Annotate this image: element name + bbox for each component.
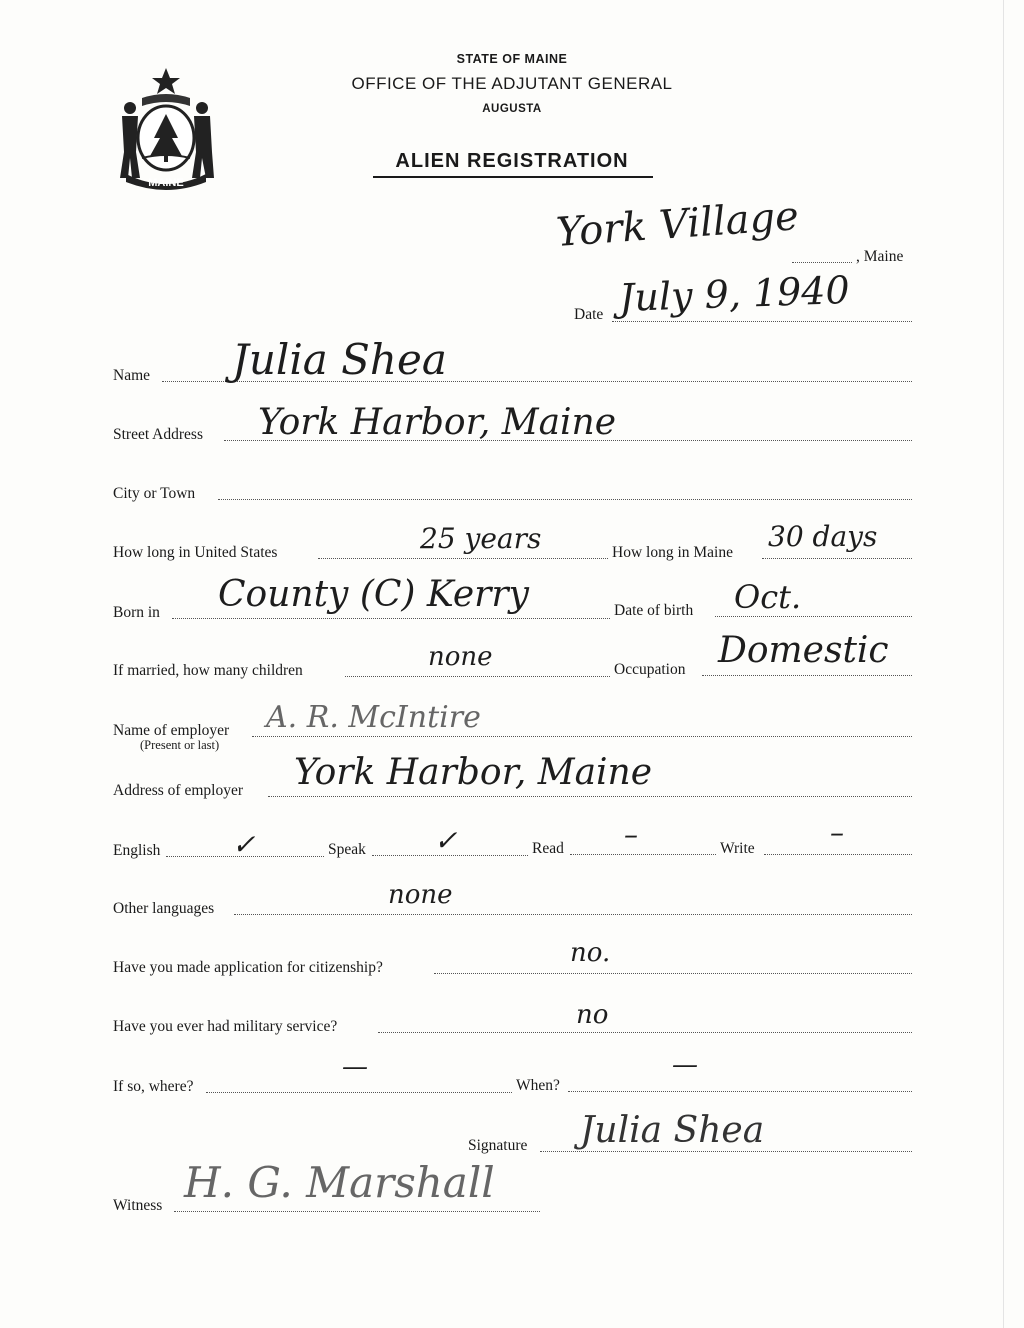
read-dots bbox=[570, 854, 716, 855]
header-state: STATE OF MAINE bbox=[456, 52, 568, 66]
how-long-us-label: How long in United States bbox=[113, 544, 278, 561]
write-value: – bbox=[830, 816, 844, 849]
occupation-dots bbox=[702, 675, 912, 676]
read-value: – bbox=[624, 818, 638, 851]
witness-value: H. G. Marshall bbox=[184, 1158, 495, 1207]
other-languages-label: Other languages bbox=[113, 900, 215, 917]
employer-name-value: A. R. McIntire bbox=[266, 700, 481, 735]
how-long-us-dots bbox=[318, 558, 608, 559]
how-long-maine-dots bbox=[762, 558, 912, 559]
date-of-birth-value: Oct. bbox=[734, 578, 802, 616]
employer-name-dots bbox=[252, 736, 912, 737]
when-value: — bbox=[672, 1050, 698, 1080]
military-label: Have you ever had military service? bbox=[113, 1018, 338, 1035]
occupation-label: Occupation bbox=[614, 661, 686, 678]
military-dots bbox=[378, 1032, 912, 1033]
seal-text: MAINE bbox=[148, 177, 184, 189]
employer-name-label: Name of employer bbox=[113, 722, 230, 739]
citizenship-dots bbox=[434, 973, 912, 974]
read-label: Read bbox=[532, 840, 564, 857]
speak-value: ✓ bbox=[434, 824, 458, 857]
write-label: Write bbox=[720, 840, 755, 857]
how-long-us-value: 25 years bbox=[420, 522, 542, 555]
page-edge-line bbox=[1003, 0, 1004, 1328]
header-office: OFFICE OF THE ADJUTANT GENERAL bbox=[351, 74, 673, 93]
speak-label: Speak bbox=[328, 841, 366, 858]
employer-address-value: York Harbor, Maine bbox=[294, 752, 653, 793]
how-long-maine-label: How long in Maine bbox=[612, 544, 733, 561]
city-or-town-label: City or Town bbox=[113, 485, 196, 502]
married-children-label: If married, how many children bbox=[113, 662, 303, 679]
street-address-label: Street Address bbox=[113, 426, 203, 443]
other-languages-dots bbox=[234, 914, 912, 915]
signature-dots bbox=[540, 1151, 912, 1152]
occupation-value: Domestic bbox=[718, 630, 889, 671]
city-or-town-dots bbox=[218, 499, 912, 500]
witness-dots bbox=[174, 1211, 540, 1212]
married-children-value: none bbox=[428, 642, 493, 672]
street-address-value: York Harbor, Maine bbox=[258, 402, 617, 443]
when-label: When? bbox=[516, 1077, 560, 1094]
married-children-dots bbox=[345, 676, 610, 677]
born-in-label: Born in bbox=[113, 604, 160, 621]
english-value: ✓ bbox=[232, 828, 256, 861]
header-city: AUGUSTA bbox=[482, 103, 542, 115]
citizenship-label: Have you made application for citizenship? bbox=[113, 959, 383, 976]
date-dots bbox=[612, 321, 912, 322]
born-in-dots bbox=[172, 618, 610, 619]
date-label: Date bbox=[574, 306, 604, 323]
name-label: Name bbox=[113, 367, 151, 384]
date-of-birth-dots bbox=[715, 616, 912, 617]
military-value: no bbox=[576, 1000, 609, 1030]
form-title: ALIEN REGISTRATION bbox=[395, 150, 629, 172]
employer-sub-label: (Present or last) bbox=[140, 738, 220, 752]
date-of-birth-label: Date of birth bbox=[614, 602, 694, 619]
employer-address-label: Address of employer bbox=[113, 782, 243, 799]
date-value: July 9, 1940 bbox=[618, 267, 851, 320]
when-dots bbox=[568, 1091, 912, 1092]
other-languages-value: none bbox=[388, 880, 453, 910]
town-value: York Village bbox=[554, 193, 801, 256]
english-label: English bbox=[113, 842, 161, 859]
citizenship-value: no. bbox=[570, 938, 611, 968]
employer-address-dots bbox=[268, 796, 912, 797]
how-long-maine-value: 30 days bbox=[768, 520, 878, 553]
title-underline bbox=[373, 176, 653, 178]
town-dots bbox=[792, 262, 852, 263]
born-in-value: County (C) Kerry bbox=[218, 574, 529, 615]
witness-label: Witness bbox=[113, 1197, 163, 1214]
name-value: Julia Shea bbox=[232, 335, 447, 384]
maine-label: , Maine bbox=[856, 248, 904, 265]
if-so-where-label: If so, where? bbox=[113, 1078, 194, 1095]
write-dots bbox=[764, 854, 912, 855]
signature-value: Julia Shea bbox=[580, 1110, 765, 1151]
where-value: — bbox=[342, 1052, 368, 1082]
if-so-where-dots bbox=[206, 1092, 512, 1093]
signature-label: Signature bbox=[468, 1137, 528, 1154]
